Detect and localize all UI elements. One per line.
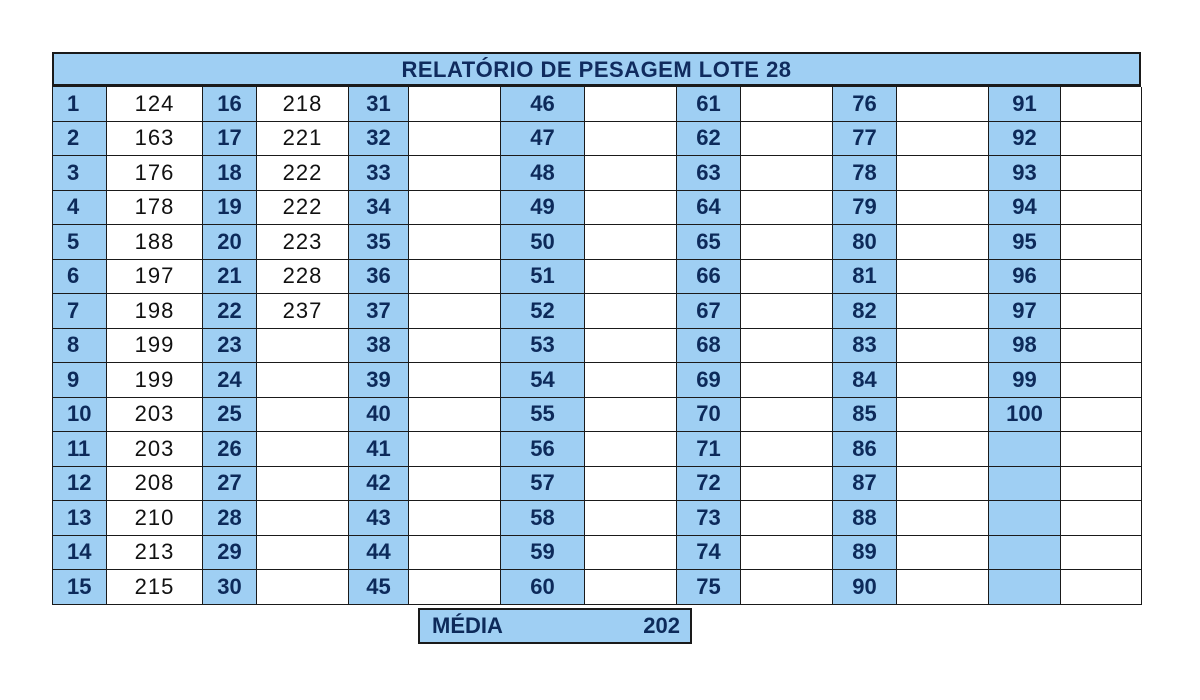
animal-number-cell: 100 [989,398,1061,433]
animal-number-cell [989,570,1061,605]
animal-number-cell: 63 [677,156,741,191]
weight-cell [897,432,989,467]
weight-cell: 188 [107,225,203,260]
animal-number-cell: 38 [349,329,409,364]
weight-cell [1061,191,1142,226]
weight-cell [897,467,989,502]
animal-number-cell: 72 [677,467,741,502]
animal-number-cell: 88 [833,501,897,536]
animal-number-cell: 93 [989,156,1061,191]
weight-cell [409,398,501,433]
weight-cell [585,122,677,157]
weight-cell [585,87,677,122]
weight-cell [897,156,989,191]
animal-number-cell: 23 [203,329,257,364]
weight-cell [897,225,989,260]
weight-cell [409,87,501,122]
animal-number-cell: 44 [349,536,409,571]
animal-number-cell [989,432,1061,467]
animal-number-cell: 65 [677,225,741,260]
weight-cell [1061,294,1142,329]
average-label: MÉDIA [432,613,503,638]
animal-number-cell [989,501,1061,536]
weight-cell [257,398,349,433]
animal-number-cell: 52 [501,294,585,329]
animal-number-cell: 36 [349,260,409,295]
weight-cell [741,87,833,122]
weight-cell [897,501,989,536]
animal-number-cell: 47 [501,122,585,157]
animal-number-cell: 6 [53,260,107,295]
animal-number-cell: 71 [677,432,741,467]
weight-cell [585,156,677,191]
weight-cell [409,570,501,605]
weight-cell [257,536,349,571]
weight-cell [409,329,501,364]
animal-number-cell: 70 [677,398,741,433]
weight-cell [409,122,501,157]
animal-number-cell: 92 [989,122,1061,157]
weight-cell [257,501,349,536]
animal-number-cell: 8 [53,329,107,364]
weight-cell [409,156,501,191]
weight-cell [1061,570,1142,605]
animal-number-cell: 12 [53,467,107,502]
animal-number-cell: 30 [203,570,257,605]
weight-cell [1061,501,1142,536]
animal-number-cell: 55 [501,398,585,433]
animal-number-cell: 97 [989,294,1061,329]
animal-number-cell: 13 [53,501,107,536]
animal-number-cell: 68 [677,329,741,364]
animal-number-cell: 76 [833,87,897,122]
animal-number-cell: 89 [833,536,897,571]
animal-number-cell: 11 [53,432,107,467]
animal-number-cell: 98 [989,329,1061,364]
weight-cell [1061,398,1142,433]
animal-number-cell: 62 [677,122,741,157]
average-value: 202 [643,613,680,638]
animal-number-cell: 17 [203,122,257,157]
weight-cell [1061,329,1142,364]
weight-cell [1061,156,1142,191]
weight-cell [741,329,833,364]
weight-cell [741,294,833,329]
animal-number-cell: 10 [53,398,107,433]
weight-cell [1061,122,1142,157]
weight-cell [409,363,501,398]
weight-cell [897,260,989,295]
animal-number-cell: 21 [203,260,257,295]
animal-number-cell: 43 [349,501,409,536]
animal-number-cell: 49 [501,191,585,226]
weight-cell [741,225,833,260]
animal-number-cell: 60 [501,570,585,605]
weight-cell [741,156,833,191]
animal-number-cell: 59 [501,536,585,571]
animal-number-cell: 29 [203,536,257,571]
weight-cell: 203 [107,432,203,467]
animal-number-cell: 34 [349,191,409,226]
weight-cell: 199 [107,329,203,364]
animal-number-cell: 69 [677,363,741,398]
animal-number-cell: 87 [833,467,897,502]
animal-number-cell: 50 [501,225,585,260]
weight-cell [897,536,989,571]
animal-number-cell: 51 [501,260,585,295]
weight-cell: 208 [107,467,203,502]
animal-number-cell: 56 [501,432,585,467]
weight-cell [257,329,349,364]
weighing-report [52,52,1141,605]
animal-number-cell: 99 [989,363,1061,398]
weight-cell: 218 [257,87,349,122]
weight-cell [741,260,833,295]
weight-cell [585,398,677,433]
weight-cell [1061,225,1142,260]
weight-cell [409,260,501,295]
weight-cell: 223 [257,225,349,260]
weight-cell [897,398,989,433]
animal-number-cell: 28 [203,501,257,536]
weight-cell [585,363,677,398]
animal-number-cell [989,536,1061,571]
animal-number-cell [989,467,1061,502]
animal-number-cell: 79 [833,191,897,226]
animal-number-cell: 96 [989,260,1061,295]
animal-number-cell: 84 [833,363,897,398]
weight-cell [741,122,833,157]
animal-number-cell: 19 [203,191,257,226]
weight-cell [585,570,677,605]
weight-cell: 222 [257,156,349,191]
weight-cell [585,536,677,571]
weight-cell [1061,260,1142,295]
animal-number-cell: 25 [203,398,257,433]
report-title: RELATÓRIO DE PESAGEM LOTE 28 [52,52,1141,86]
animal-number-cell: 35 [349,225,409,260]
animal-number-cell: 40 [349,398,409,433]
animal-number-cell: 73 [677,501,741,536]
weight-cell [409,501,501,536]
weight-cell [741,363,833,398]
weight-cell [409,191,501,226]
animal-number-cell: 33 [349,156,409,191]
weight-cell [257,363,349,398]
animal-number-cell: 41 [349,432,409,467]
weight-cell [1061,432,1142,467]
weight-cell [741,191,833,226]
weight-cell: 210 [107,501,203,536]
weight-cell: 228 [257,260,349,295]
weight-cell [1061,467,1142,502]
weight-cell [409,536,501,571]
animal-number-cell: 4 [53,191,107,226]
animal-number-cell: 20 [203,225,257,260]
weight-cell [741,467,833,502]
animal-number-cell: 15 [53,570,107,605]
animal-number-cell: 2 [53,122,107,157]
animal-number-cell: 77 [833,122,897,157]
weight-cell [897,191,989,226]
animal-number-cell: 91 [989,87,1061,122]
weight-cell: 124 [107,87,203,122]
weight-cell [585,191,677,226]
animal-number-cell: 46 [501,87,585,122]
animal-number-cell: 57 [501,467,585,502]
animal-number-cell: 32 [349,122,409,157]
animal-number-cell: 66 [677,260,741,295]
animal-number-cell: 14 [53,536,107,571]
animal-number-cell: 78 [833,156,897,191]
animal-number-cell: 5 [53,225,107,260]
animal-number-cell: 54 [501,363,585,398]
weight-cell [897,329,989,364]
weight-cell [741,570,833,605]
weight-cell: 213 [107,536,203,571]
weight-cell [585,260,677,295]
weight-cell [897,87,989,122]
weight-cell: 221 [257,122,349,157]
animal-number-cell: 31 [349,87,409,122]
animal-number-cell: 24 [203,363,257,398]
weight-cell [1061,363,1142,398]
animal-number-cell: 48 [501,156,585,191]
weight-cell [257,467,349,502]
animal-number-cell: 67 [677,294,741,329]
animal-number-cell: 37 [349,294,409,329]
weight-cell [585,501,677,536]
animal-number-cell: 83 [833,329,897,364]
weight-cell [897,122,989,157]
animal-number-cell: 39 [349,363,409,398]
weight-cell [409,467,501,502]
weight-cell [897,363,989,398]
weight-cell [585,225,677,260]
animal-number-cell: 80 [833,225,897,260]
weight-cell: 203 [107,398,203,433]
weight-cell [585,329,677,364]
animal-number-cell: 26 [203,432,257,467]
weight-cell [585,467,677,502]
weight-cell: 222 [257,191,349,226]
weights-table [52,86,1141,605]
weight-cell [585,432,677,467]
weight-cell: 178 [107,191,203,226]
animal-number-cell: 27 [203,467,257,502]
animal-number-cell: 94 [989,191,1061,226]
weight-cell: 176 [107,156,203,191]
weight-cell [1061,536,1142,571]
weight-cell [585,294,677,329]
animal-number-cell: 82 [833,294,897,329]
animal-number-cell: 86 [833,432,897,467]
animal-number-cell: 22 [203,294,257,329]
weight-cell [741,536,833,571]
animal-number-cell: 95 [989,225,1061,260]
animal-number-cell: 42 [349,467,409,502]
weight-cell: 197 [107,260,203,295]
animal-number-cell: 53 [501,329,585,364]
weight-cell [741,501,833,536]
animal-number-cell: 90 [833,570,897,605]
weight-cell [1061,87,1142,122]
weight-cell: 237 [257,294,349,329]
animal-number-cell: 16 [203,87,257,122]
animal-number-cell: 3 [53,156,107,191]
weight-cell [897,294,989,329]
animal-number-cell: 74 [677,536,741,571]
weight-cell [409,432,501,467]
weight-cell [257,432,349,467]
weight-cell [409,294,501,329]
weight-cell: 163 [107,122,203,157]
weight-cell [897,570,989,605]
animal-number-cell: 64 [677,191,741,226]
weight-cell: 199 [107,363,203,398]
animal-number-cell: 7 [53,294,107,329]
animal-number-cell: 61 [677,87,741,122]
animal-number-cell: 1 [53,87,107,122]
weight-cell [741,398,833,433]
animal-number-cell: 75 [677,570,741,605]
average-box [418,608,692,644]
weight-cell [257,570,349,605]
weight-cell: 215 [107,570,203,605]
animal-number-cell: 9 [53,363,107,398]
animal-number-cell: 45 [349,570,409,605]
weight-cell [409,225,501,260]
weight-cell: 198 [107,294,203,329]
animal-number-cell: 85 [833,398,897,433]
animal-number-cell: 58 [501,501,585,536]
animal-number-cell: 18 [203,156,257,191]
weight-cell [741,432,833,467]
animal-number-cell: 81 [833,260,897,295]
